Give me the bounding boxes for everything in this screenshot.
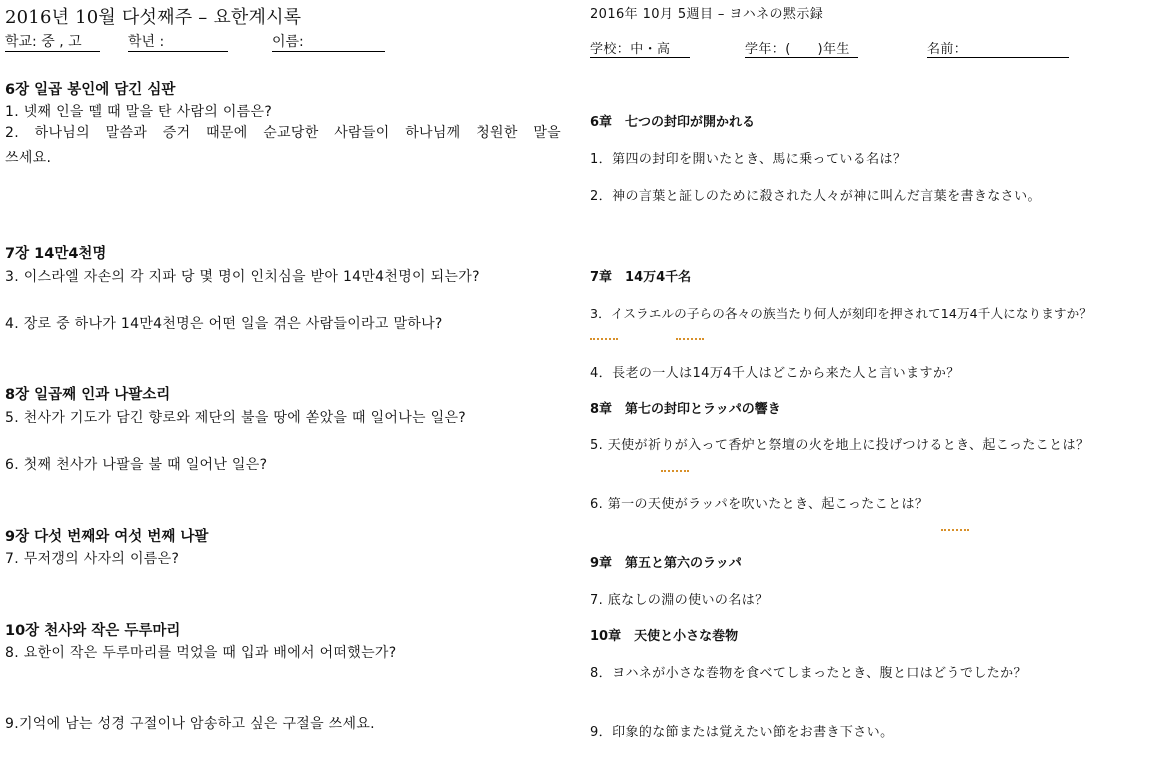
korean-section-heading: 10장 천사와 작은 두루마리 — [5, 623, 181, 639]
japanese-section-heading: 8章 第七の封印とラッパの響き — [590, 402, 781, 417]
japanese-title: 2016年 10月 5週目 – ヨハネの黙示録 — [590, 7, 824, 22]
spellcheck-underline — [590, 335, 618, 340]
korean-title: 2016년 10월 다섯째주 – 요한계시록 — [5, 7, 302, 28]
korean-header-fields — [5, 31, 100, 52]
japanese-question: 8．ヨハネが小さな巻物を食べてしまったとき、腹と口はどうでしたか？ — [590, 666, 1027, 681]
korean-section-heading: 6장 일곱 봉인에 담긴 심판 — [5, 82, 176, 98]
japanese-question: 2．神の言葉と証しのために殺された人々が神に叫んだ言葉を書きなさい。 — [590, 189, 1041, 204]
japanese-question: 4．長老の一人は14万4千人はどこから来た人と言いますか？ — [590, 366, 960, 381]
korean-question: 4. 장로 중 하나가 14만4천명은 어떤 일을 겪은 사람들이라고 말하나? — [5, 316, 443, 332]
korean-question: 6. 첫째 천사가 나팔을 불 때 일어난 일은? — [5, 457, 268, 473]
japanese-name-label: 名前： — [927, 38, 1069, 58]
korean-section-heading: 8장 일곱째 인과 나팔소리 — [5, 387, 171, 403]
japanese-school-label: 学校：中・高 — [590, 38, 690, 58]
japanese-question: 1．第四の封印を開いたとき、馬に乗っている名は？ — [590, 152, 907, 167]
korean-name-label: 이름: — [272, 31, 385, 52]
korean-question: 1. 넷째 인을 뗄 때 말을 탄 사람의 이름은? — [5, 104, 273, 120]
korean-grade-label: 학년 : — [128, 31, 228, 52]
japanese-section-heading: 9章 第五と第六のラッパ — [590, 556, 742, 571]
japanese-section-heading: 7章 14万4千名 — [590, 270, 692, 285]
spellcheck-underline — [941, 526, 969, 531]
korean-school-label: 학교: 중 , 고 — [5, 31, 100, 52]
japanese-question: 6. 第一の天使がラッパを吹いたとき、起こったことは？ — [590, 497, 929, 512]
korean-question: 5. 천사가 기도가 담긴 향로와 제단의 불을 땅에 쏟았을 때 일어나는 일은? — [5, 410, 467, 426]
spellcheck-underline — [676, 335, 704, 340]
korean-question-continued: 쓰세요. — [5, 150, 52, 166]
japanese-grade-label: 学年：( )年生 — [745, 38, 858, 58]
japanese-section-heading: 6章 七つの封印が開かれる — [590, 115, 756, 130]
japanese-question: 7. 底なしの淵の使いの名は？ — [590, 593, 769, 608]
korean-final-question: 9.기억에 남는 성경 구절이나 암송하고 싶은 구절을 쓰세요. — [5, 716, 375, 732]
korean-question: 2. 하나님의 말씀과 증거 때문에 순교당한 사람들이 하나님께 청원한 말을 — [5, 125, 561, 141]
japanese-question: 5. 天使が祈りが入って香炉と祭壇の火を地上に投げつけるとき、起こったことは？ — [590, 438, 1090, 453]
japanese-question: 3．イスラエルの子らの各々の族当たり何人が刻印を押されて14万4千人になりますか？ — [590, 306, 1092, 321]
korean-section-heading: 9장 다섯 번째와 여섯 번째 나팔 — [5, 529, 209, 545]
korean-question: 7. 무저갱의 사자의 이름은? — [5, 551, 180, 567]
japanese-section-heading: 10章 天使と小さな巻物 — [590, 629, 739, 644]
spellcheck-underline — [661, 467, 689, 472]
korean-question: 3. 이스라엘 자손의 각 지파 당 몇 명이 인치심을 받아 14만4천명이 되는가? — [5, 269, 480, 285]
japanese-final-question: 9．印象的な節または覚えたい節をお書き下さい。 — [590, 725, 894, 740]
korean-question: 8. 요한이 작은 두루마리를 먹었을 때 입과 배에서 어떠했는가? — [5, 645, 397, 661]
korean-section-heading: 7장 14만4천명 — [5, 246, 107, 262]
